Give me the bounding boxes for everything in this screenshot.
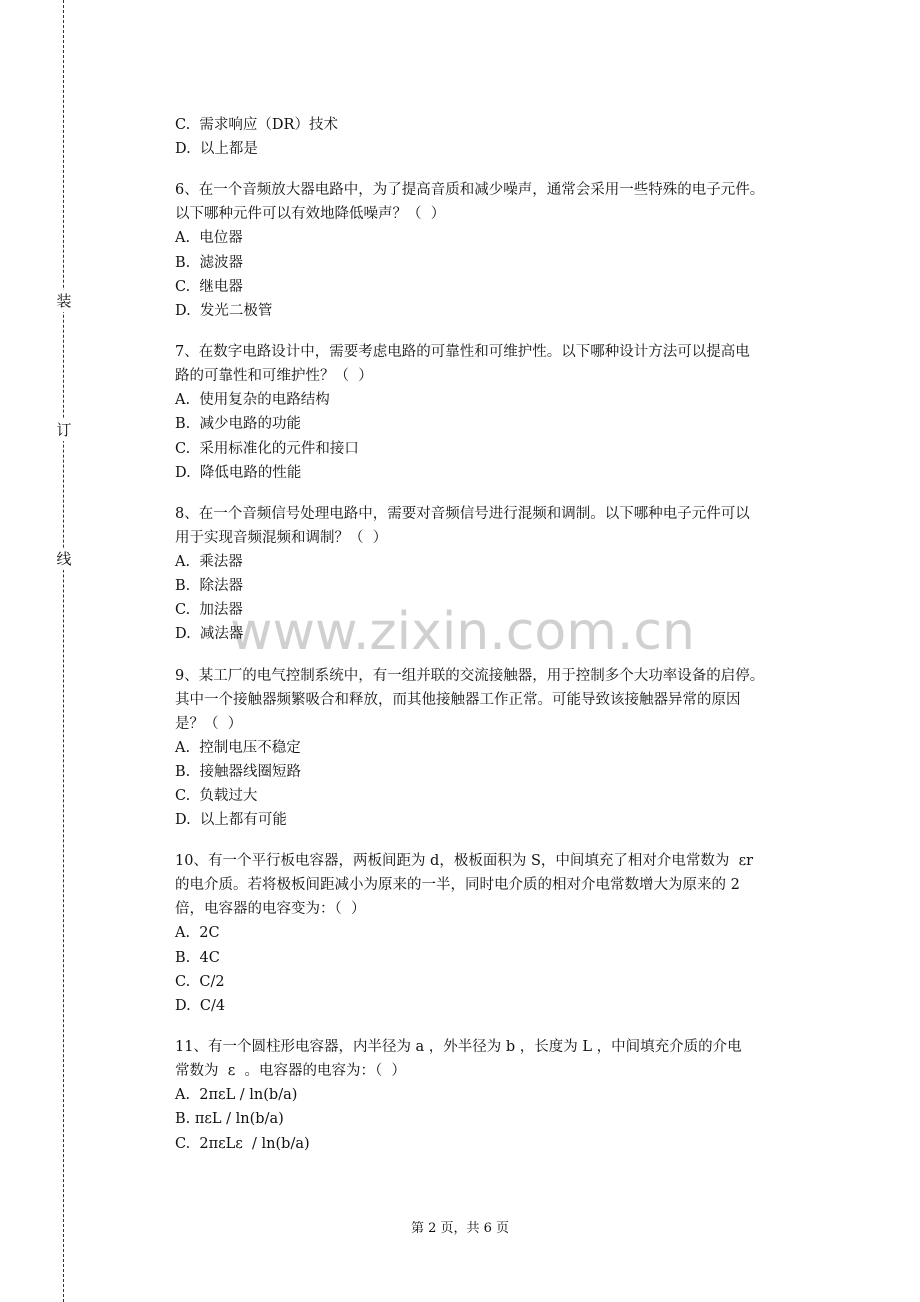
question-text: 其中一个接触器频繁吸合和释放，而其他接触器工作正常。可能导致该接触器异常的原因 bbox=[175, 691, 741, 708]
question-text: 是？（ ） bbox=[175, 715, 243, 732]
option-d: D. C/4 bbox=[175, 997, 226, 1014]
option-c-prev: C. 需求响应（DR）技术 bbox=[175, 117, 338, 133]
question-list bbox=[175, 113, 825, 1156]
question-text: 7、在数字电路设计中，需要考虑电路的可靠性和可维护性。以下哪种设计方法可以提高电 bbox=[175, 344, 750, 361]
option-c: C. 继电器 bbox=[175, 278, 243, 295]
binding-char-zhuang: 装 bbox=[54, 290, 74, 312]
option-b: B. 滤波器 bbox=[175, 254, 243, 271]
option-a: A. 2C bbox=[175, 925, 220, 942]
option-b: B. πεL / ln(b/a) bbox=[175, 1111, 284, 1128]
binding-char-ding: 订 bbox=[54, 419, 74, 441]
question-7 bbox=[175, 340, 825, 485]
question-text: 的电介质。若将极板间距减小为原来的一半，同时电介质的相对介电常数增大为原来的 2 bbox=[175, 877, 740, 894]
binding-dashed-line bbox=[63, 0, 64, 1302]
question-text: 9、某工厂的电气控制系统中，有一组并联的交流接触器，用于控制多个大功率设备的启停。 bbox=[175, 667, 765, 684]
option-a: A. 乘法器 bbox=[175, 553, 243, 570]
question-text: 路的可靠性和可维护性？（ ） bbox=[175, 368, 373, 385]
question-text: 6、在一个音频放大器电路中，为了提高音质和减少噪声，通常会采用一些特殊的电子元件。 bbox=[175, 182, 765, 199]
option-d-prev: D. 以上都是 bbox=[175, 141, 258, 158]
question-text: 11、有一个圆柱形电容器，内半径为 a ，外半径为 b ，长度为 L ，中间填充介质的介电 bbox=[175, 1039, 742, 1056]
option-b: B. 减少电路的功能 bbox=[175, 416, 301, 433]
option-c: C. C/2 bbox=[175, 973, 225, 990]
question-text: 常数为 ε 。电容器的电容为：（ ） bbox=[175, 1063, 406, 1080]
binding-char-xian: 线 bbox=[54, 548, 74, 570]
question-6 bbox=[175, 178, 825, 323]
question-text: 8、在一个音频信号处理电路中，需要对音频信号进行混频和调制。以下哪种电子元件可以 bbox=[175, 505, 750, 522]
option-c: C. 负载过大 bbox=[175, 788, 258, 804]
question-text: 以下哪种元件可以有效地降低噪声？（ ） bbox=[175, 206, 446, 223]
question-11 bbox=[175, 1035, 825, 1156]
question-10 bbox=[175, 849, 825, 1018]
option-b: B. 接触器线圈短路 bbox=[175, 763, 301, 780]
option-d: D. 以上都有可能 bbox=[175, 812, 287, 829]
option-a: A. 2πεL / ln(b/a) bbox=[175, 1087, 298, 1104]
option-d: D. 减法器 bbox=[175, 626, 244, 643]
option-d: D. 发光二极管 bbox=[175, 302, 273, 319]
question-text: 10、有一个平行板电容器，两板间距为 d，极板面积为 S，中间填充了相对介电常数为 εr bbox=[175, 853, 754, 870]
question-text: 倍，电容器的电容变为：（ ） bbox=[175, 901, 366, 918]
page-footer: 第 2 页，共 6 页 bbox=[410, 1221, 510, 1236]
option-c: C. 加法器 bbox=[175, 602, 243, 619]
question-8 bbox=[175, 502, 825, 647]
option-b: B. 除法器 bbox=[175, 578, 243, 595]
question-9 bbox=[175, 664, 825, 833]
option-a: A. 电位器 bbox=[175, 230, 243, 247]
option-c: C. 采用标准化的元件和接口 bbox=[175, 440, 359, 457]
watermark-text: www.zixin.com.cn bbox=[230, 602, 695, 662]
option-b: B. 4C bbox=[175, 949, 220, 966]
option-a: A. 使用复杂的电路结构 bbox=[175, 392, 330, 409]
option-d: D. 降低电路的性能 bbox=[175, 464, 302, 481]
option-a: A. 控制电压不稳定 bbox=[175, 739, 301, 756]
question-text: 用于实现音频混频和调制？（ ） bbox=[175, 529, 388, 546]
option-c: C. 2πεLε / ln(b/a) bbox=[175, 1135, 310, 1152]
